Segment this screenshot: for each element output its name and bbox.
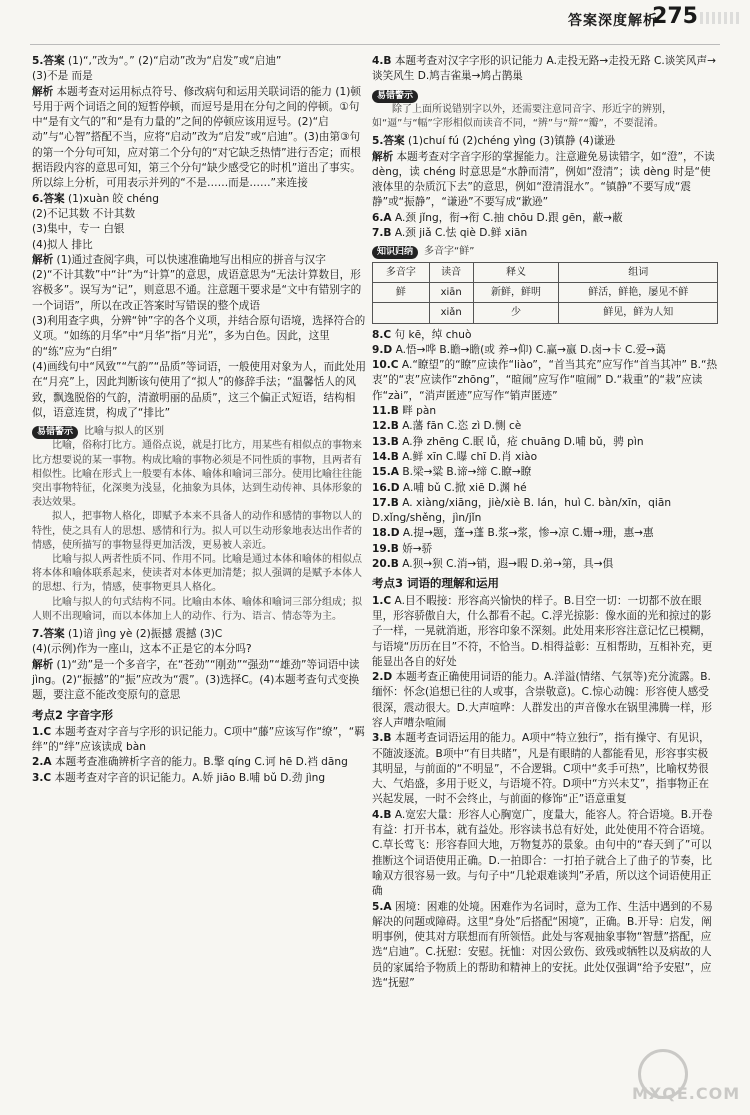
answer-paragraph: (3)集中，专一 白银 [32,223,125,236]
answer-paragraph: (2)“不计其数”中“计”为“计算”的意思，成语意思为“无法计算数目，形容极多”。误写为“记”，则意思不通。注意题干要求是“文中有错别字的一个词语”，所以在改正答案时写错误的整个成语 [32,269,362,312]
answer-key: 1.C [32,725,52,738]
answer-key: 7.答案 [32,628,65,641]
answer-key: 5.答案 [372,135,405,148]
answer-paragraph: 2.A 本题考查准确辨析字音的能力。B.擎 qíng C.诃 hē D.裆 dāng [32,756,348,769]
answer-paragraph: 6.A A.颈 jǐng，衔→衔 C.抽 chōu D.跟 gēn，蔽→蔽 [372,211,623,224]
answer-key: 解析 [372,150,394,163]
warning-note-body [372,103,718,131]
answer-paragraph: 10.C A.“瞭望”的“瞭”应读作“liào”，“首当其充”应写作“首当其冲” B.“热衷”的“衷”应读作“zhōng”，“暄闹”应写作“喧闹” D.“栽重”的“栽”应读作“zài”，“消声匿迹”应写作“销声匿迹” [372,359,718,402]
answer-key: 19.B [372,542,399,555]
answer-key: 9.D [372,343,393,356]
answer-key: 8.C [372,328,392,341]
answer-key: 11.B [372,405,399,418]
answer-paragraph: 8.C 句 kē，绰 chuò [372,328,472,341]
answer-paragraph: 13.B A.狰 zhēng C.眠 lǚ，疮 chuāng D.哺 bǔ，骋 pìn [372,435,644,448]
answer-key: 解析 [32,85,54,98]
answer-paragraph: 17.B A. xiàng/xiāng，jiè/xiè B. lán，huì C. bàn/xīn，qiān D.xǐng/shěng，jìn/jǐn [372,496,672,525]
page-number: 275 [652,4,698,29]
table-cell: xiǎn [429,303,473,323]
warning-paragraph: 除了上面所说错别字以外，还需要注意同音字、形近字的辨别，如“逼”与“幅”字形相似而读音不同，“辨”与“辩”“瓣”，不要混淆。 [372,103,672,130]
answer-paragraph: 5.A 困境：困难的处境。困难作为名词时，意为工作、生活中遇到的不易解决的问题或障碍。这里“身处”后搭配“困境”，正确。B.开导：启发，阐明事例，使其对方联想而有所领悟。此处与客观抽象事物“智慧”搭配，应选“启迪”。C.抚慰：安慰。抚恤：对因公致伤、致残或牺牲以及病故的人员的家属给予物质上的帮助和精神上的安抚。此处仅强调“给予安慰”，应选“抚慰” [372,900,713,990]
answer-paragraph: (4)画线句中“风致”“气韵”“品质”等词语，一般使用对象为人，而此处用在“月亮”上，因此判断该句使用了“拟人”的修辞手法；“温馨恬人的风致，飘逸脱俗的气韵，清澈明丽的品质”，这三个偏正式短语，结构相似，语意连贯，构成了“排比” [32,360,366,419]
answer-key: 4.B [372,808,392,821]
table-header-row [373,262,718,282]
answer-key: 3.C [32,771,52,784]
watermark-logo: MXQE.COM [632,1047,732,1103]
table-cell: 新鲜，鲜明 [473,282,559,302]
answer-paragraph: (4)(示例)作为一座山，这本不正是它的本分吗? [32,643,252,656]
answer-paragraph: 14.B A.鲜 xīn C.曝 chī D.肖 xiào [372,450,538,463]
answer-paragraph: 解析 本题考查对字音字形的掌握能力。注意避免易读错字，如“澄”，不读 dèng，读 chéng 时意思是“水静而清”，例如“澄清”；读 dèng 时是“使液体里的杂质沉下去”的意思，例如“澄清混水”。“镇静”不要写成“震静”或“振静”，“谦逊”不要写成“歉逊” [372,150,715,209]
answer-paragraph: 11.B 畔 pàn [372,405,437,418]
table-header-cell: 释义 [473,262,559,282]
answer-paragraph: 4.B 本题考查对汉字字形的识记能力 A.走投无路→走投无路 C.谈笑风声→谈笑风生 D.鸠吉雀巢→鸠占鹊巢 [372,55,716,83]
table-cell: 鲜见，鲜为人知 [559,303,718,323]
warning-paragraph: 比喻与拟人两者性质不同、作用不同。比喻是通过本体和喻体的相似点将本体和喻体联系起来，使读者对本体更加清楚；拟人强调的是赋予本体人的思想、行为，情感，使事物更具人格化。 [32,554,362,594]
knowledge-note-header [372,244,718,259]
left-column [32,54,366,786]
warning-note-header [372,88,718,103]
warning-note-header [32,424,366,439]
answer-paragraph: 6.答案 (1)xuàn 皎 chéng [32,192,159,205]
warning-paragraph: 比喻，俗称打比方。通俗点说，就是打比方，用某些有相似点的事物来比方想要说的某一事物。构成比喻的事物必须是不同性质的事物，且两者有相似性。比喻在形式上一般要有本体、喻体和喻词三部分。使用比喻往往能突出事物特征，化深奥为浅显，化抽象为具体，达到生动传神、具体形象的表达效果。 [32,440,362,509]
answer-paragraph: 9.D A.悟→哗 B.瞻→瞻(或 养→仰) C.赢→嬴 D.卤→卡 C.爱→蔼 [372,343,666,356]
answer-key: 2.A [32,756,52,769]
table-header-cell: 组词 [559,262,718,282]
answer-paragraph: 1.C A.目不暇接：形容高兴愉快的样子。B.目空一切：一切都不放在眼里，形容骄傲自大，什么都看不起。C.浮光掠影：像水面的光和掠过的影子一样，一晃就消逝，形容印象不深刻。此处用来形容注意记忆已模糊，与语境“历历在目”不符，不恰当。D.相得益彰：互相帮助，互相补充，更能显出各自的好处 [372,594,713,668]
polyphone-table [372,262,718,324]
answer-paragraph: 3.B 本题考查词语运用的能力。A项中“特立独行”，指有操守、有见识，不随波逐流。B项中“有目共睹”，凡是有眼睛的人都能看见，形容事实极其明显，与前面的“不明显”，不合逻辑。C项中“炙手可热”，比喻权势很大、气焰盛，多用于贬义，与语境不符。D项中“方兴未艾”，指事物正在兴起发展，一时不会终止，与前面的修饰“正”语意重复 [372,732,710,806]
answer-key: 解析 [32,658,54,671]
section-heading: 考点2 字音字形 [32,707,114,722]
warning-note [32,424,366,624]
answer-paragraph: 19.B 娇→骄 [372,542,433,555]
answer-key: 6.答案 [32,192,65,205]
answer-paragraph: 7.B A.颈 jiǎ C.怯 qiè D.鲜 xiān [372,227,528,240]
warning-badge: 易错警示 [32,426,78,439]
answer-paragraph: 16.D A.哺 bǔ C.掀 xiē D.渊 hé [372,481,527,494]
warning-paragraph: 比喻与拟人的句式结构不同。比喻由本体、喻体和喻词三部分组成；拟人则不出现喻词，而以本体加上人的动作、行为、语言、情态等为主。 [32,596,362,622]
answer-paragraph: (4)拟人 排比 [32,238,93,251]
answer-paragraph: 7.答案 (1)谙 jìng yè (2)振撼 震撼 (3)C [32,628,223,641]
answer-key: 16.D [372,481,400,494]
table-row [373,282,718,302]
header-rule [30,44,720,45]
answer-key: 2.D [372,671,393,684]
header-title: 答案深度解析 [568,13,658,29]
answer-key: 4.B [372,55,392,67]
answer-paragraph: 12.B A.藩 fān C.恣 zì D.恻 cè [372,420,522,433]
knowledge-note-title: 多音字“鲜” [424,246,475,258]
page-header [0,0,750,46]
answer-key: 12.B [372,420,399,433]
answer-paragraph: (3)不是 而是 [32,70,93,83]
answer-paragraph: 4.B A.宽宏大量：形容人心胸宽广，度量大，能容人。符合语境。B.开卷有益：打开书本，就有益处。形容读书总有好处，此处使用不符合语境。C.草长莺飞：形容春回大地，万物复苏的景象。由句中的“春天到了”可以推断这个词语使用正确。D.一拍即合：一打拍子就合上了曲子的节奏，比喻双方很容易一致。与句子中“几轮艰难谈判”矛盾，所以这个词语使用正确 [372,808,713,898]
table-header-cell: 读音 [429,262,473,282]
answer-paragraph: 20.B A.狈→狈 C.消→销，遐→暇 D.弟→第，具→俱 [372,558,614,571]
answer-key: 解析 [32,253,54,266]
answer-paragraph: 1.C 本题考查对字音与字形的识记能力。C项中“藤”应该写作“缭”，“羁绊”的“绊”应该读成 bàn [32,725,365,754]
table-cell: 少 [473,303,559,323]
answer-key: 13.B [372,435,399,448]
answer-paragraph: 5.答案 (1)chuí fú (2)chéng yìng (3)镇静 (4)谦逊 [372,135,615,148]
answer-paragraph: 解析 本题考查对运用标点符号、修改病句和运用关联词语的能力 (1)顿号用于两个词语之间的短暂停顿，而逗号是用在分句之间的停顿。①句中“是有文气的”和“是有力量的”之间的停顿应该用逗号。(2)“启动”与“心智”搭配不当，应将“启动”改为“启发”或“启迪”。(3)由第③句的第一个分句可知，应对第二个分句的“对它缺乏热情”进行否定；而根据语段内容的意思可知，第三个分句“缺少感受它的时机”道出了事实。所以综上分析，可用表示并列的“不是……而是……”来连接 [32,85,361,190]
warning-badge: 易错警示 [372,90,418,103]
answer-key: 10.C [372,359,399,372]
answer-paragraph: 2.D 本题考查正确使用词语的能力。A.洋溢(情绪、气氛等)充分流露。B.缅怀：怀念(追想已往的人或事，含崇敬意)。C.惊心动魄：形容使人感受很深，震动很大。D.大声喧哗：人群发出的声音像水在锅里沸腾一样，形容人声嘈杂喧闹 [372,671,712,729]
warning-note-body [32,439,366,624]
answer-key: 5.答案 [32,55,65,67]
answer-paragraph: 3.C 本题考查对字音的识记能力。A.娇 jiāo B.哺 bǔ D.劲 jìng [32,771,326,784]
header-decoration [700,12,740,24]
answer-key: 17.B [372,496,399,509]
answer-paragraph: 18.D A.提→题，蓬→蓬 B.浆→浆，惨→凉 C.姗→珊，惠→惠 [372,527,654,540]
warning-note [372,88,718,132]
table-cell: 鲜 [373,282,430,302]
table-header-cell: 多音字 [373,262,430,282]
warning-paragraph: 拟人，把事物人格化，即赋予本来不具备人的动作和感情的事物以人的特性，使之具有人的思想、感情和行为。拟人可以生动形象地表达出作者的情感，使所描写的事物显得更加活泼，更易被人亲近。 [32,511,362,551]
answer-paragraph: 解析 (1)通过查阅字典，可以快速准确地写出相应的拼音与汉字 [32,253,326,266]
table-cell: xiān [429,282,473,302]
answer-paragraph: 5.答案 (1)“,”改为“。” (2)“启动”改为“启发”或“启迪” [32,55,282,67]
answer-key: 20.B [372,558,399,571]
table-cell: 鲜活，鲜艳，屡见不鲜 [559,282,718,302]
answer-key: 3.B [372,732,392,745]
table-row [373,303,718,323]
answer-paragraph: (3)利用查字典，分辨“钟”字的各个义项，并结合原句语境，选择符合的义项。“如练的月华”中“月华”指“月光”，多为白色。因此，这里的“练”应为“白绢” [32,315,366,358]
answer-key: 1.C [372,594,392,607]
answer-paragraph: (2)不记其数 不计其数 [32,207,136,220]
answer-key: 6.A [372,211,392,224]
answer-key: 14.B [372,450,399,463]
answer-key: 5.A [372,900,392,913]
answer-key: 18.D [372,527,400,540]
knowledge-badge: 知识归纳 [372,246,418,259]
right-column [372,54,718,991]
warning-note-title: 比喻与拟人的区别 [84,426,165,438]
answer-key: 7.B [372,227,392,240]
answer-paragraph: 15.A B.梁→粱 B.谛→缔 C.瞭→瞭 [372,466,532,479]
section-heading: 考点3 词语的理解和运用 [372,576,500,591]
answer-key: 15.A [372,466,399,479]
table-cell [373,303,430,323]
answer-paragraph: 解析 (1)“劲”是一个多音字，在“苍劲”“刚劲”“强劲”“雄劲”等词语中读 jìng。(2)“振撼”的“振”应改为“震”。(3)选择C。(4)本题考查句式变换题，要注意不能改变原句的意思 [32,658,360,702]
